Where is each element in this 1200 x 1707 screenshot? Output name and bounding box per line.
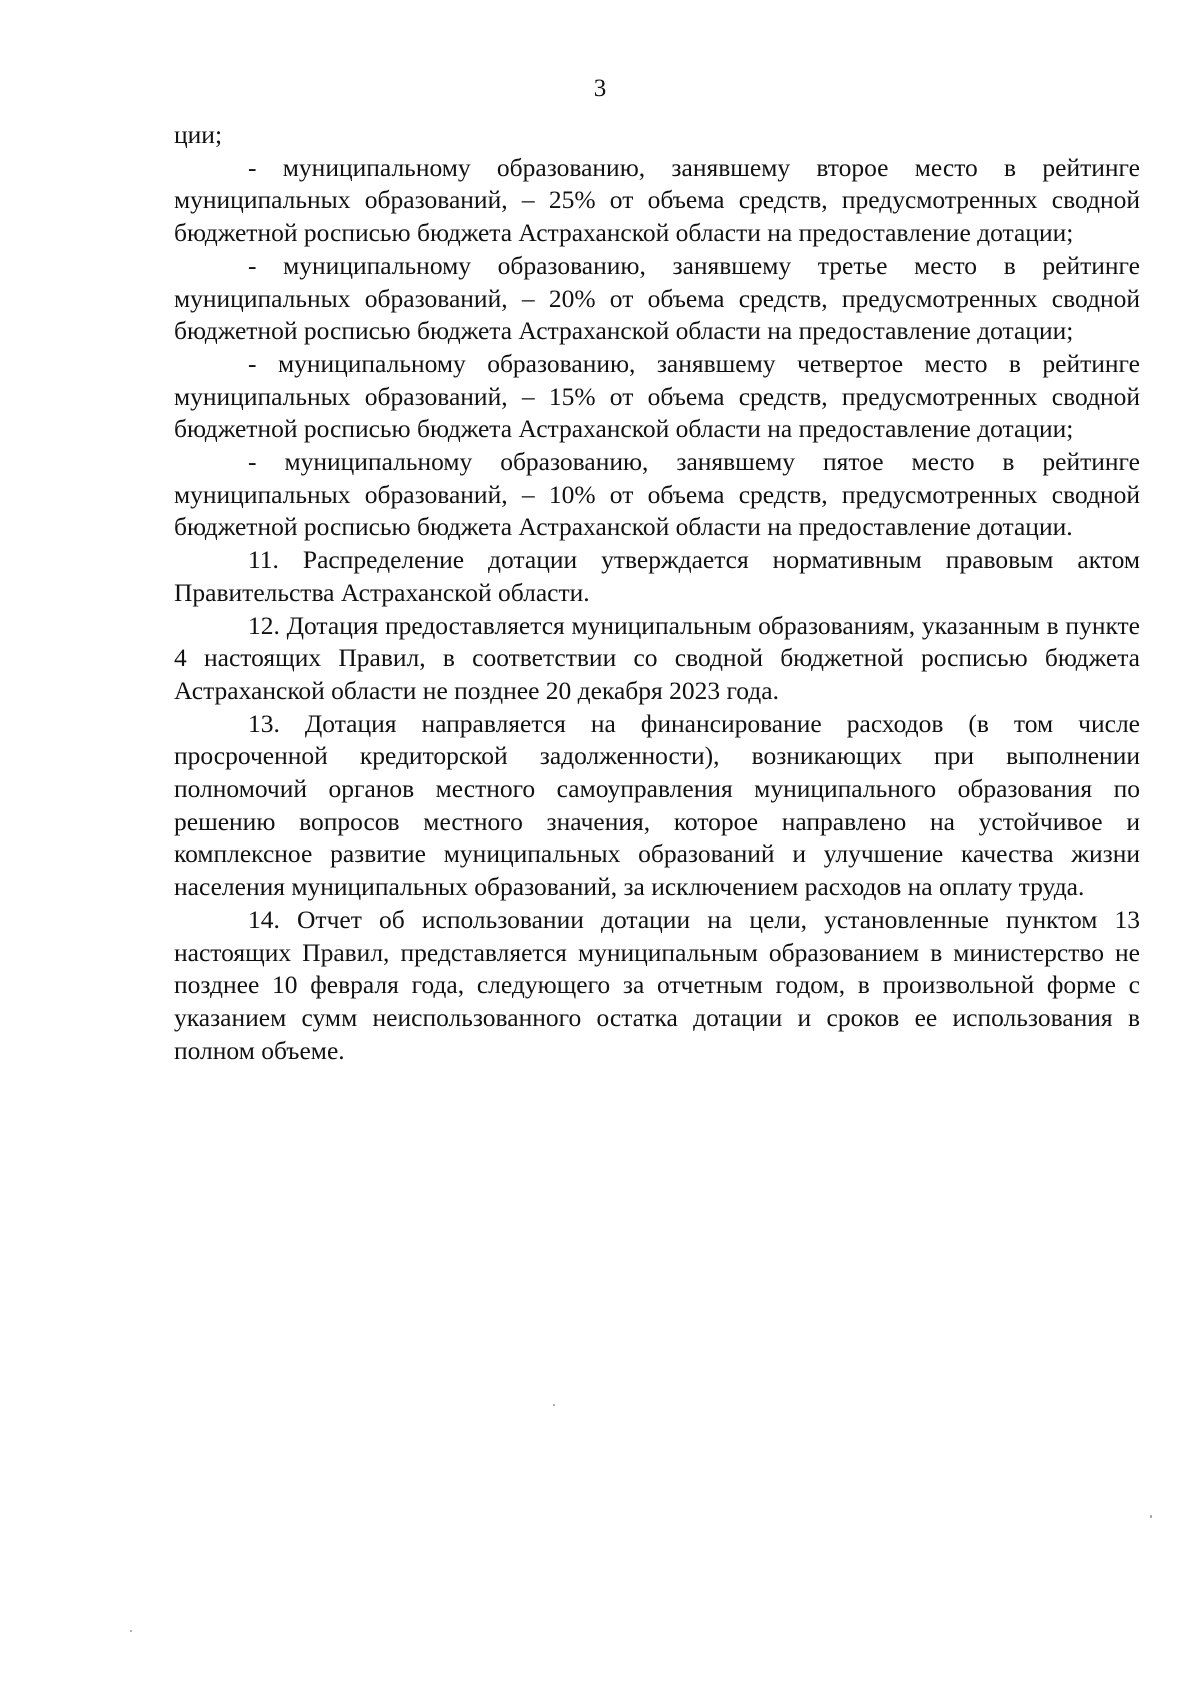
paragraph-continuation: ции; xyxy=(174,120,223,149)
scan-speck xyxy=(130,1630,132,1632)
page-number: 3 xyxy=(593,75,607,102)
paragraph-fifth-place: - муниципальному образованию, занявшему пятое место в рейтинге муниципальных образований, – 10% от объема средств, предусмотренных сводной бюджетной росписью бюджета Астраханской области на предоставление дотации. xyxy=(174,447,1140,542)
paragraph-item-11: 11. Распределение дотации утверждается нормативным правовым актом Правительства Астраханской области. xyxy=(174,545,1140,607)
paragraph-item-14: 14. Отчет об использовании дотации на цели, установленные пунктом 13 настоящих Правил, представляется муниципальным образованием в министерство не позднее 10 февраля года, следующего за отчетным годом, в произвольной форме с указанием сумм неиспользованного остатка дотации и сроков ее использования в полном объеме. xyxy=(174,904,1140,1065)
paragraph-third-place: - муниципальному образованию, занявшему третье место в рейтинге муниципальных образований, – 20% от объема средств, предусмотренных сводной бюджетной росписью бюджета Астраханской области на предоставление дотации; xyxy=(174,250,1140,346)
scan-speck xyxy=(553,1404,555,1406)
paragraph-item-12: 12. Дотация предоставляется муниципальным образованиям, указанным в пункте 4 настоящих Правил, в соответствии со сводной бюджетной росписью бюджета Астраханской области не позднее 20 декабря 2023 года. xyxy=(174,610,1140,705)
paragraph-second-place: - муниципальному образованию, занявшему второе место в рейтинге муниципальных образований, – 25% от объема средств, предусмотренных сводной бюджетной росписью бюджета Астраханской области на предоставление дотации; xyxy=(174,152,1140,248)
paragraph-fourth-place: - муниципальному образованию, занявшему четвертое место в рейтинге муниципальных образований, – 15% от объема средств, предусмотренных сводной бюджетной росписью бюджета Астраханской области на предоставление дотации; xyxy=(174,348,1140,444)
document-body xyxy=(174,119,1140,1067)
scan-speck xyxy=(1150,1515,1152,1518)
paragraph-item-13: 13. Дотация направляется на финансирование расходов (в том числе просроченной кредиторской задолженности), возникающих при выполнении полномочий органов местного самоуправления муниципального образования по решению вопросов местного значения, которое направлено на устойчивое и комплексное развитие муниципальных образований и улучшение качества жизни населения муниципальных образований, за исключением расходов на оплату труда. xyxy=(174,708,1140,902)
